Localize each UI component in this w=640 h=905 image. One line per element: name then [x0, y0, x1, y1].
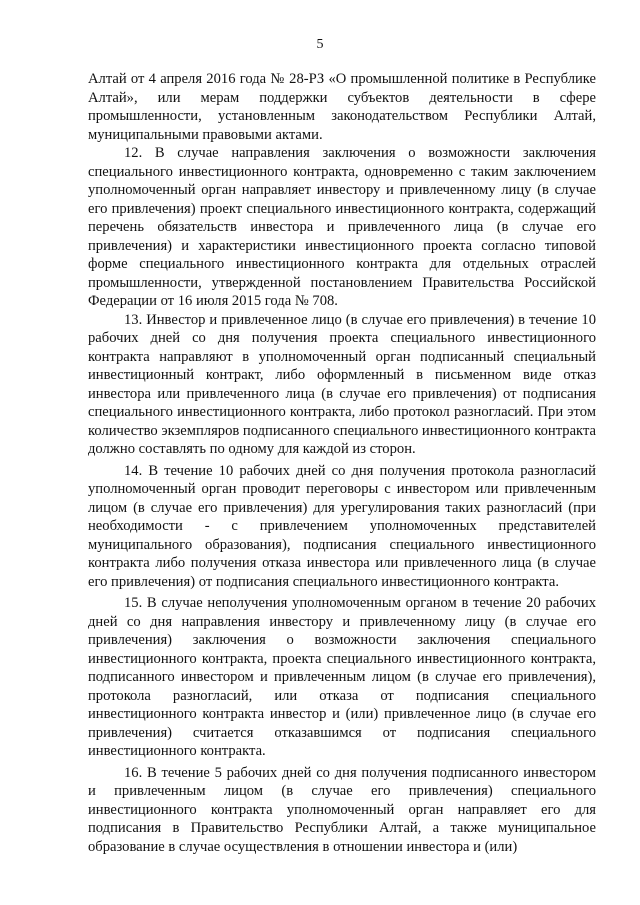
paragraph-12: 12. В случае направления заключения о возможности заключения специального инвестиционного контракта, одновременно с таким заключением уполномоченный орган направляет инвестору и привлеченному лицу (в случае его привлечения) проект специального инвестиционного контракта, содержащий перечень обязательств инвестора и привлеченного лица (в случае его привлечения) и характеристики инвестиционного проекта согласно типовой форме специального инвестиционного контракта для отдельных отраслей промышленности, утвержденной постановлением Правительства Российской Федерации от 16 июля 2015 года № 708. — [88, 145, 596, 309]
paragraph-continuation: Алтай от 4 апреля 2016 года № 28-РЗ «О промышленной политике в Республике Алтай», или мерам поддержки субъектов деятельности в сфере промышленности, установленным законодательством Республики Алтай, муниципальными правовыми актами. — [88, 71, 596, 143]
paragraph-14: 14. В течение 10 рабочих дней со дня получения протокола разногласий уполномоченный орган проводит переговоры с инвестором или привлеченным лицом (в случае его привлечения) для урегулирования таких разногласий (при необходимости - с привлечением уполномоченных представителей муниципального образования), подписания специального инвестиционного контракта либо получения отказа инвестора или привлеченного лица (в случае его привлечения) от подписания специального инвестиционного контракта. — [88, 462, 596, 590]
page-number: 5 — [316, 37, 324, 52]
paragraph-13: 13. Инвестор и привлеченное лицо (в случае его привлечения) в течение 10 рабочих дней со дня получения проекта специального инвестиционного контракта направляют в уполномоченный орган подписанный специальный инвестиционный контракт, либо оформленный в письменном виде отказ инвестора или привлеченного лица (в случае его привлечения) от подписания специального инвестиционного контракта, либо протокол разногласий. При этом количество экземпляров подписанного специального инвестиционного контракта должно составлять по одному для каждой из сторон. — [88, 311, 596, 457]
paragraph-15: 15. В случае неполучения уполномоченным органом в течение 20 рабочих дней со дня направления инвестору и привлеченному лицу (в случае его привлечения) заключения о возможности заключения специального инвестиционного контракта, проекта специального инвестиционного контракта, подписанного инвестором и привлеченным лицом (в случае его привлечения), протокола разногласий, или отказа от подписания специального инвестиционного контракта инвестор и (или) привлеченное лицо (в случае его привлечения) считается отказавшимся от подписания специального инвестиционного контракта. — [88, 595, 596, 759]
paragraph-16: 16. В течение 5 рабочих дней со дня получения подписанного инвестором и привлеченным лицом (в случае его привлечения) специального инвестиционного контракта уполномоченный орган направляет его для подписания в Правительство Республики Алтай, а также муниципальное образование в случае осуществления в отношении инвестора и (или) — [88, 764, 596, 855]
document-body — [88, 70, 596, 856]
